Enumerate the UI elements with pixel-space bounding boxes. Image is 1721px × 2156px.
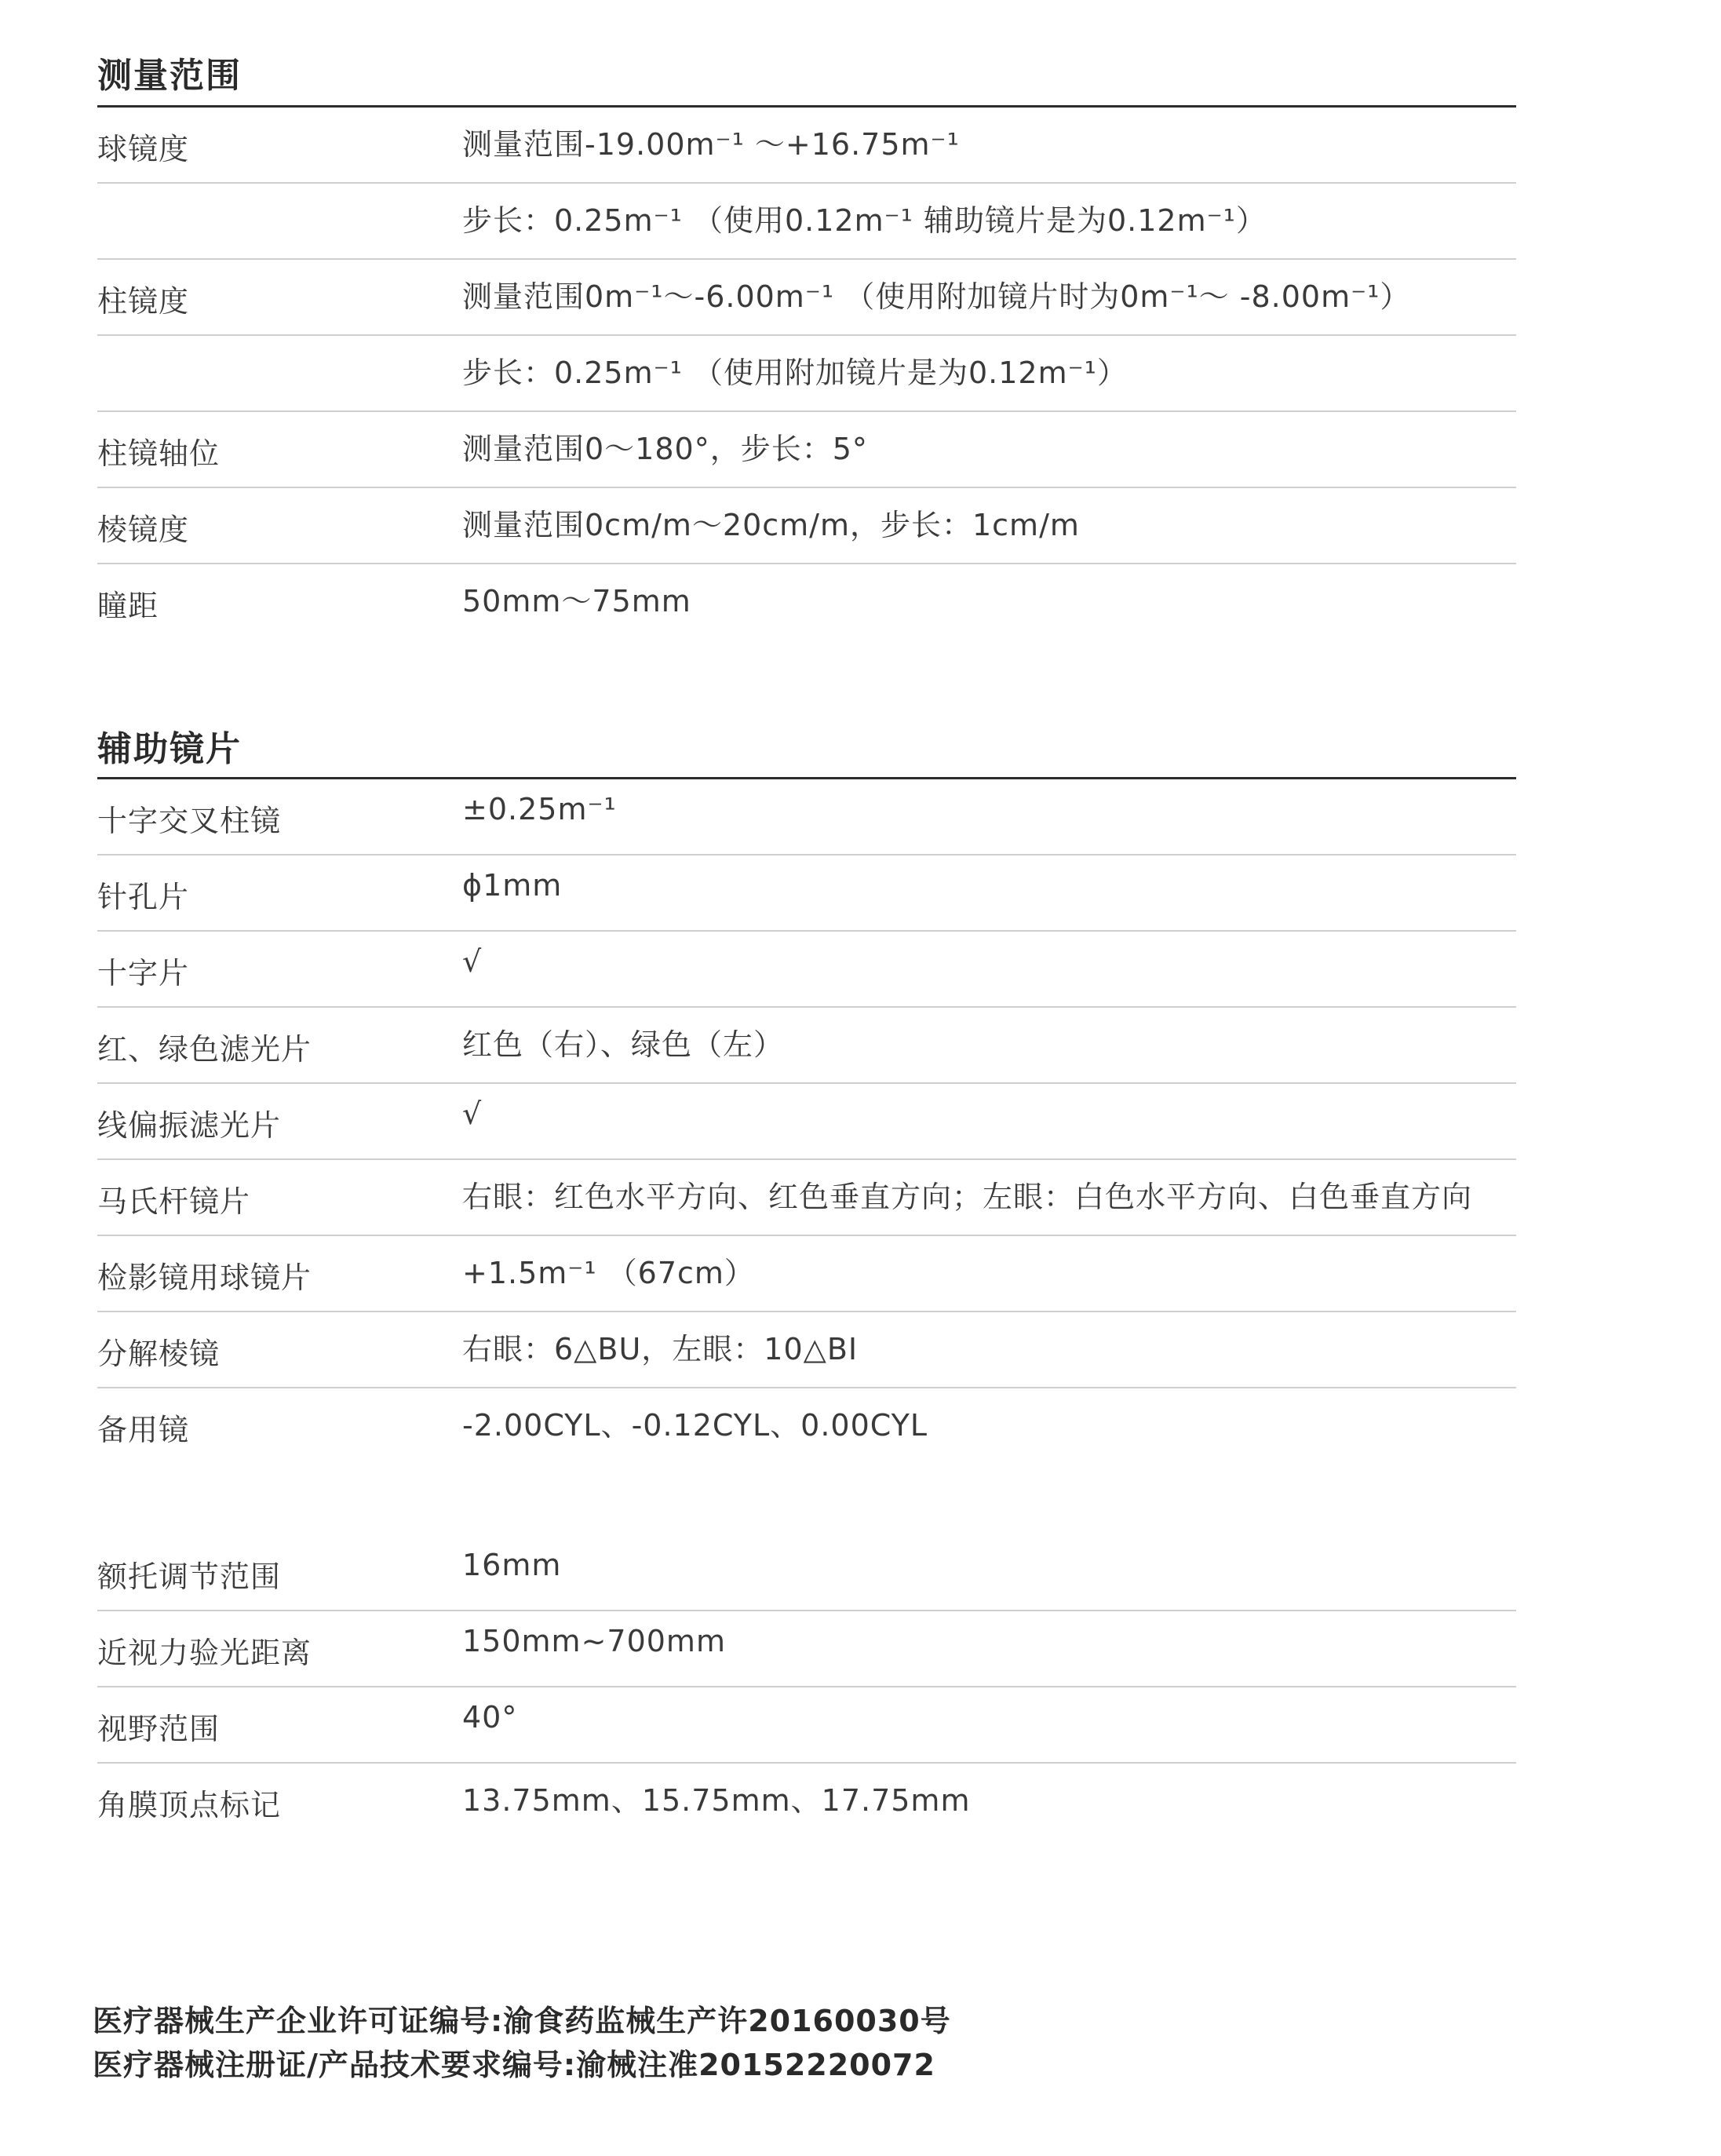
row-label: 棱镜度 — [97, 513, 190, 547]
table-row — [97, 1611, 1516, 1687]
row-label: 角膜顶点标记 — [97, 1788, 282, 1822]
row-value: √ — [462, 944, 483, 979]
row-label: 球镜度 — [97, 132, 190, 166]
row-value: 右眼：红色水平方向、红色垂直方向；左眼：白色水平方向、白色垂直方向 — [462, 1180, 1473, 1214]
table-row — [97, 1687, 1516, 1764]
row-label: 额托调节范围 — [97, 1560, 282, 1594]
table-row — [97, 779, 1516, 855]
table-row — [97, 1535, 1516, 1611]
row-value: 步长：0.25m⁻¹ （使用0.12m⁻¹ 辅助镜片是为0.12m⁻¹） — [462, 203, 1267, 238]
table-row — [97, 184, 1516, 260]
row-label: 柱镜度 — [97, 284, 190, 319]
row-label: 柱镜轴位 — [97, 436, 221, 471]
row-label: 视野范围 — [97, 1712, 221, 1746]
row-label: 分解棱镜 — [97, 1337, 221, 1371]
table-row — [97, 260, 1516, 336]
section-title-measurement-range: 测量范围 — [97, 56, 242, 96]
row-label: 马氏杆镜片 — [97, 1184, 251, 1219]
auxiliary-lenses-table — [97, 779, 1516, 1465]
row-label: 红、绿色滤光片 — [97, 1032, 312, 1067]
row-value: 40° — [462, 1700, 518, 1735]
section-title-auxiliary-lenses: 辅助镜片 — [97, 729, 242, 769]
row-label: 近视力验光距离 — [97, 1636, 312, 1670]
measurement-range-table — [97, 108, 1516, 640]
row-value: 红色（右）、绿色（左） — [462, 1027, 785, 1062]
row-value: ±0.25m⁻¹ — [462, 792, 617, 826]
row-value: 50mm～75mm — [462, 584, 691, 618]
table-row — [97, 1312, 1516, 1388]
table-row — [97, 855, 1516, 932]
row-value: √ — [462, 1096, 483, 1131]
table-row — [97, 336, 1516, 412]
table-row — [97, 932, 1516, 1008]
table-row — [97, 1388, 1516, 1465]
manufacturing-license-number: 医疗器械生产企业许可证编号:渝食药监械生产许20160030号 — [93, 2004, 951, 2038]
table-row — [97, 1084, 1516, 1160]
row-value: 测量范围0m⁻¹～-6.00m⁻¹ （使用附加镜片时为0m⁻¹～ -8.00m⁻¹） — [462, 279, 1411, 314]
table-row — [97, 1160, 1516, 1236]
row-label: 十字交叉柱镜 — [97, 804, 282, 838]
row-label: 线偏振滤光片 — [97, 1108, 282, 1143]
row-value: -2.00CYL、-0.12CYL、0.00CYL — [462, 1408, 928, 1443]
table-row — [97, 1764, 1516, 1840]
row-value: 测量范围0～180°，步长：5° — [462, 432, 868, 466]
table-row — [97, 564, 1516, 640]
row-value: 13.75mm、15.75mm、17.75mm — [462, 1783, 971, 1818]
row-value: 测量范围-19.00m⁻¹ ～+16.75m⁻¹ — [462, 127, 960, 162]
table-row — [97, 108, 1516, 184]
row-value: 测量范围0cm/m～20cm/m，步长：1cm/m — [462, 508, 1080, 542]
table-row — [97, 488, 1516, 564]
row-label: 针孔片 — [97, 880, 190, 914]
row-label: 瞳距 — [97, 589, 159, 623]
row-value: 16mm — [462, 1548, 562, 1582]
row-label: 十字片 — [97, 956, 190, 990]
table-row — [97, 412, 1516, 488]
row-value: +1.5m⁻¹ （67cm） — [462, 1256, 755, 1290]
table-row — [97, 1236, 1516, 1312]
row-label: 检影镜用球镜片 — [97, 1260, 312, 1295]
row-value: 右眼：6△BU，左眼：10△BI — [462, 1332, 859, 1366]
row-value: 150mm~700mm — [462, 1624, 726, 1658]
row-value: ϕ1mm — [462, 868, 563, 903]
row-label: 备用镜 — [97, 1413, 190, 1447]
registration-certificate-number: 医疗器械注册证/产品技术要求编号:渝械注准20152220072 — [93, 2048, 935, 2082]
misc-specs-table — [97, 1535, 1516, 1840]
table-row — [97, 1008, 1516, 1084]
row-value: 步长：0.25m⁻¹ （使用附加镜片是为0.12m⁻¹） — [462, 356, 1128, 390]
